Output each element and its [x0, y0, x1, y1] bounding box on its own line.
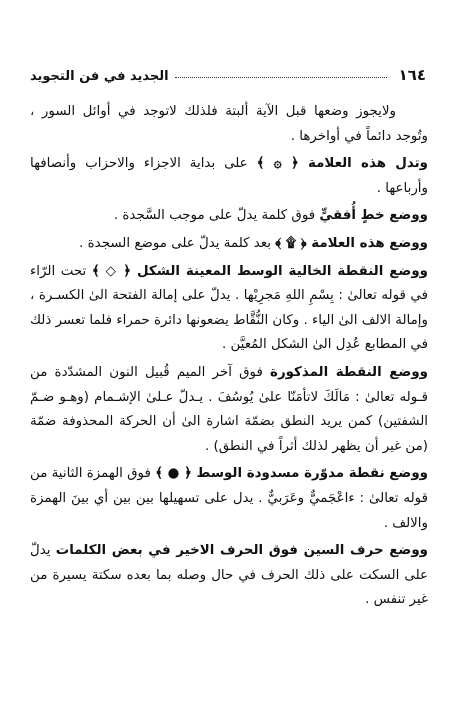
page-body	[30, 100, 428, 613]
paragraph-lead: ووضع خطٍ أُفقيٍّ	[319, 208, 428, 224]
paragraph-lead: ووضع النقطة الخالية الوسط المعينة الشكل ﴿ ◇ ﴾	[91, 263, 428, 279]
paragraph-lead: ووضع حرف السين فوق الحرف الاخير في بعض الكلمات	[55, 543, 428, 559]
paragraph-text: ولايجوز وضعها قبل الآية ألبتة فلذلك لاتوجد في أوائل السور ، وتُوجد دائماً في أواخرها .	[30, 104, 428, 144]
paragraph-lead: ووضع هذه العلامة ﴿ ۩ ﴾	[275, 235, 428, 251]
paragraph	[30, 361, 428, 459]
header-dotted-leader	[175, 77, 387, 78]
paragraph-text: فوق آخر الميم قُبيل النون المشدّدة من قـوله تعالىٰ : مَالَكَ لاتأمَنّا علىٰ يُوسُفَ . يـدلّ عـلىٰ الإشـمام (وهـو ضـمّ الشفتين) كمن يريد النطق بضمّة اشارة الىٰ أن الحركة المحذوفة ضمّة (من غير أن يظهر لذلك أثراً في النطق) .	[30, 364, 428, 454]
paragraph	[30, 232, 428, 257]
paragraph-lead: وتدل هذه العلامة ﴿ ۞ ﴾	[256, 156, 428, 172]
running-title: الجديد في فن التجويد	[30, 69, 169, 84]
paragraph	[30, 260, 428, 358]
paragraph-text: بعد كلمة يدلّ على موضع السجدة .	[79, 235, 276, 251]
paragraph-text: فوق كلمة يدلّ على موجب السَّجدة .	[113, 208, 320, 224]
paragraph-text: يدلّ على السكت على ذلك الحرف في حال وصله بما بعده سكتة يسيرة من غير تنفس .	[30, 543, 428, 608]
page-header	[30, 60, 426, 84]
paragraph	[30, 462, 428, 536]
paragraph-lead: ووضع نقطة مدوّرة مسدودة الوسط ﴿ ● ﴾	[155, 466, 428, 482]
paragraph-text: على بداية الاجزاء والاحزاب وأنصافها وأرباعها .	[30, 156, 428, 196]
paragraph	[30, 539, 428, 613]
page-number: ١٦٤	[398, 66, 426, 84]
paragraph-text: فوق الهمزة الثانية من قوله تعالىٰ : ءاعْجَميٌّ وعَرَبيٌّ . يدل على تسهيلها بين بين أي بينَ الهمزة والالف .	[30, 466, 428, 531]
paragraph	[30, 100, 428, 149]
paragraph	[30, 204, 428, 229]
paragraph-lead: ووضع النقطة المذكورة	[270, 364, 428, 380]
paragraph-text: تحت الرّاء في قوله تعالىٰ : بِسْمِ اللهِ مَجرِيْها . يدلّ على إمالة الفتحة الىٰ الكسـرة ، وإمالة الالف الىٰ الياء . وكان النُّقَّاط يضعونها دائرة حمراء فلما تعسر ذلك في المطابع عُدِل الىٰ الشكل المُعيَّن .	[30, 263, 428, 353]
paragraph	[30, 152, 428, 201]
